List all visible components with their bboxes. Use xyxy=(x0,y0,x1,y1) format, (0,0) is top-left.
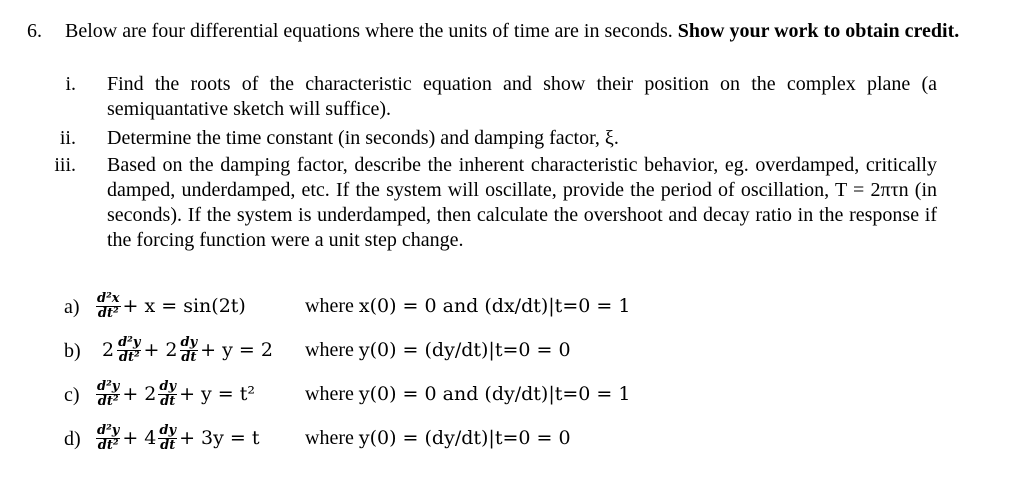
second-derivative-fraction xyxy=(117,336,141,365)
where-word: where xyxy=(305,427,359,449)
first-derivative-fraction xyxy=(158,380,177,409)
question-number: 6. xyxy=(27,20,42,42)
fraction-numerator: dy xyxy=(159,422,177,438)
coefficient-term: + 2 xyxy=(122,383,157,405)
fraction-numerator: d²y xyxy=(97,422,120,438)
equation-lhs-b xyxy=(102,328,273,372)
question-intro-bold: Show your work to obtain credit. xyxy=(677,20,960,42)
coefficient-term: + 4 xyxy=(122,427,157,449)
condition-text-c: y(0) = 0 and (dy/dt)|t=0 = 1 xyxy=(358,383,631,405)
fraction-denominator: dt² xyxy=(118,349,140,365)
part-label-iii: iii. xyxy=(54,154,76,176)
initial-conditions-d xyxy=(305,427,571,450)
equation-label-c: c) xyxy=(64,384,80,406)
condition-text-d: y(0) = (dy/dt)|t=0 = 0 xyxy=(358,427,571,449)
equation-label-b: b) xyxy=(64,340,81,362)
equation-lhs-c xyxy=(94,372,255,416)
fraction-numerator: dy xyxy=(159,378,177,394)
second-derivative-fraction xyxy=(96,424,120,453)
part-text-iii: Based on the damping factor, describe the inherent characteristic behavior, eg. overdamped, critically damped, underdamped, etc. If the system will oscillate, provide the period of oscillation, T = 2πτn (in seconds). If the system is underdamped, then calculate the overshoot and decay ratio in the response if the forcing function were a unit step change. xyxy=(107,154,937,251)
condition-text-b: y(0) = (dy/dt)|t=0 = 0 xyxy=(358,339,571,361)
equation-lhs-a xyxy=(94,284,246,328)
second-derivative-fraction xyxy=(96,292,121,321)
part-text-i: Find the roots of the characteristic equation and show their position on the complex plane (a semiquantative sketch will suffice). xyxy=(107,73,937,120)
coefficient: 2 xyxy=(102,339,115,361)
equation-rest-a: + x = sin(2t) xyxy=(122,295,246,317)
where-word: where xyxy=(305,339,359,361)
part-text-ii: Determine the time constant (in seconds) and damping factor, ξ. xyxy=(107,127,619,149)
equation-rest-b: + y = 2 xyxy=(200,339,273,361)
fraction-numerator: d²y xyxy=(97,378,120,394)
fraction-denominator: dt² xyxy=(97,393,119,409)
fraction-denominator: dt² xyxy=(97,437,119,453)
fraction-denominator: dt xyxy=(181,349,197,365)
fraction-numerator: dy xyxy=(180,334,198,350)
second-derivative-fraction xyxy=(96,380,120,409)
coefficient-term: + 2 xyxy=(143,339,178,361)
fraction-denominator: dt² xyxy=(97,305,119,321)
equation-rest-c: + y = t² xyxy=(179,383,256,405)
condition-text-a: x(0) = 0 and (dx/dt)|t=0 = 1 xyxy=(358,295,631,317)
initial-conditions-b xyxy=(305,339,571,362)
where-word: where xyxy=(305,295,359,317)
question-intro xyxy=(65,18,965,44)
part-label-i: i. xyxy=(65,73,76,95)
equation-rest-d: + 3y = t xyxy=(179,427,260,449)
first-derivative-fraction xyxy=(180,336,199,365)
initial-conditions-c xyxy=(305,383,630,406)
question-intro-text: Below are four differential equations where the units of time are in seconds. xyxy=(65,20,678,42)
fraction-numerator: d²y xyxy=(118,334,141,350)
equation-label-d: d) xyxy=(64,428,81,450)
part-label-ii: ii. xyxy=(59,127,76,149)
where-word: where xyxy=(305,383,359,405)
first-derivative-fraction xyxy=(158,424,177,453)
equation-lhs-d xyxy=(94,416,259,460)
fraction-denominator: dt xyxy=(160,437,176,453)
fraction-numerator: d²x xyxy=(97,290,120,306)
initial-conditions-a xyxy=(305,295,630,318)
equation-label-a: a) xyxy=(64,296,80,318)
fraction-denominator: dt xyxy=(160,393,176,409)
